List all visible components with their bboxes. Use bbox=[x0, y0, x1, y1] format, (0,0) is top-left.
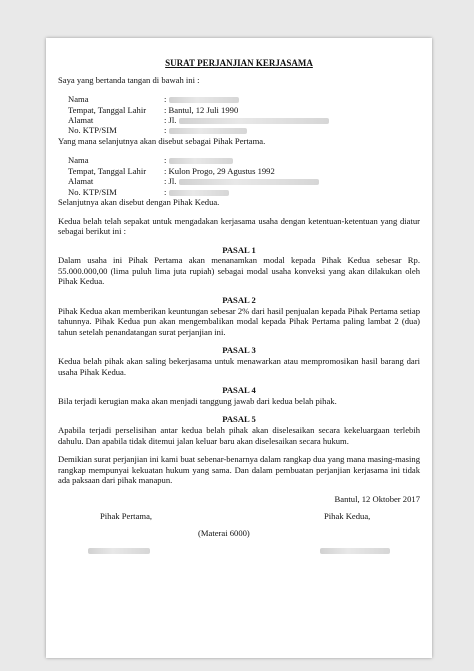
closing-statement: Demikian surat perjanjian ini kami buat sebenar-benarnya dalam rangkap dua yang mana masing-masing rangkap mempunyai kekuatan hukum yang sama. Dan dalam pembuatan perjanjian kerjasama ini tidak ada paksaan dari pihak manapun. bbox=[58, 454, 420, 486]
place-date: Bantul, 12 Oktober 2017 bbox=[334, 493, 420, 504]
field-label: No. KTP/SIM bbox=[68, 186, 117, 197]
field-label: Nama bbox=[68, 94, 89, 105]
pasal-text: Apabila terjadi perselisihan antar kedua belah pihak akan diselesaikan secara kekeluargaan terlebih dahulu. Dan apabila tidak ditemui jalan keluar baru akan diselesaikan secara hukum. bbox=[58, 425, 420, 446]
document-body bbox=[58, 58, 420, 557]
party-two-address-row bbox=[58, 176, 420, 186]
party-one-details bbox=[58, 94, 420, 136]
stamp-duty-label: (Materai 6000) bbox=[198, 527, 250, 538]
pasal-text: Kedua belah pihak akan saling bekerjasama untuk menawarkan atau mempromosikan hasil barang dari usaha Pihak Kedua. bbox=[58, 356, 420, 377]
pasal-heading: PASAL 4 bbox=[222, 385, 256, 396]
party-one-birth-row bbox=[58, 105, 420, 115]
party-two-note: Selanjutnya akan disebut dengan Pihak Kedua. bbox=[58, 196, 220, 207]
field-value: : Bantul, 12 Juli 1990 bbox=[164, 104, 239, 115]
field-label: Tempat, Tanggal Lahir bbox=[68, 104, 147, 115]
pasal-text: Bila terjadi kerugian maka akan menjadi tanggung jawab dari kedua belah pihak. bbox=[58, 395, 337, 406]
redacted-signature-name-left bbox=[88, 548, 150, 554]
party-two-id-row bbox=[58, 187, 420, 197]
document-title: SURAT PERJANJIAN KERJASAMA bbox=[165, 58, 313, 68]
field-value: : Jl. bbox=[164, 114, 179, 125]
party-two-birth-row bbox=[58, 166, 420, 176]
field-label: Tempat, Tanggal Lahir bbox=[68, 165, 147, 176]
party-one-address-row bbox=[58, 115, 420, 125]
party-one-signature-label: Pihak Pertama, bbox=[100, 510, 153, 521]
redacted-id bbox=[169, 128, 247, 134]
party-two-details bbox=[58, 155, 420, 197]
party-one-id-row bbox=[58, 125, 420, 135]
redacted-address bbox=[179, 118, 329, 124]
pasal-heading: PASAL 1 bbox=[222, 244, 256, 255]
party-one-note: Yang mana selanjutnya akan disebut sebagai Pihak Pertama. bbox=[58, 135, 266, 146]
redacted-address bbox=[179, 179, 319, 185]
intro-text: Saya yang bertanda tangan di bawah ini : bbox=[58, 74, 200, 85]
redacted-id bbox=[169, 190, 229, 196]
document-page bbox=[46, 38, 432, 658]
agreement-intro: Kedua belah telah sepakat untuk mengadakan kerjasama usaha dengan ketentuan-ketentuan yang diatur sebagai berikut ini : bbox=[58, 215, 420, 237]
pasal-heading: PASAL 3 bbox=[222, 345, 256, 356]
field-value: : bbox=[164, 125, 169, 136]
field-value: : bbox=[164, 94, 169, 105]
field-value: : Jl. bbox=[164, 176, 179, 187]
field-label: Alamat bbox=[68, 114, 94, 125]
redacted-name bbox=[169, 97, 239, 103]
party-two-signature-label: Pihak Kedua, bbox=[324, 510, 371, 521]
pasal-text: Dalam usaha ini Pihak Pertama akan menanamkan modal kepada Pihak Kedua sebesar Rp. 55.000.000,00 (lima puluh lima juta rupiah) sebagai modal usaha konveksi yang akan dilakukan oleh Pihak Kedua. bbox=[58, 255, 420, 287]
pasal-text: Pihak Kedua akan memberikan keuntungan sebesar 2% dari hasil penjualan kepada Pihak Pertama setiap tahunnya. Pihak Kedua pun akan mengembalikan modal kepada Pihak Pertama paling lambat 2 (dua) tahun setelah penandatangan surat perjanjian ini. bbox=[58, 305, 420, 337]
field-value: : bbox=[164, 155, 169, 166]
field-value: : Kulon Progo, 29 Agustus 1992 bbox=[164, 165, 275, 176]
redacted-signature-name-right bbox=[320, 548, 390, 554]
party-one-name-row bbox=[58, 94, 420, 104]
party-two-name-row bbox=[58, 155, 420, 165]
signature-block bbox=[58, 511, 420, 557]
field-label: No. KTP/SIM bbox=[68, 125, 117, 136]
pasal-heading: PASAL 5 bbox=[222, 414, 256, 425]
field-label: Nama bbox=[68, 155, 89, 166]
field-label: Alamat bbox=[68, 176, 94, 187]
pasal-heading: PASAL 2 bbox=[222, 295, 256, 306]
field-value: : bbox=[164, 186, 169, 197]
redacted-name bbox=[169, 158, 233, 164]
